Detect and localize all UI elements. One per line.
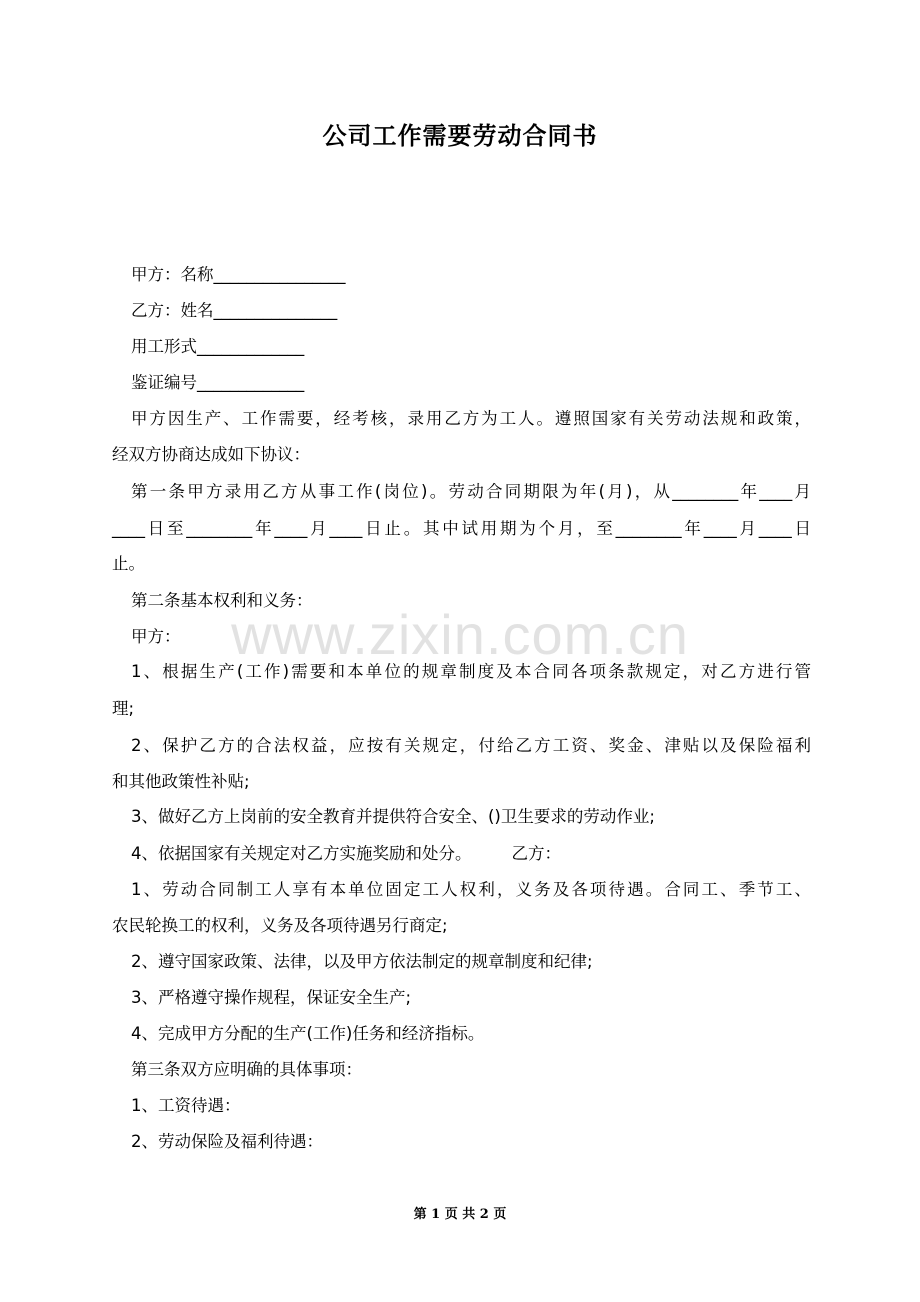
- party-a-item-4: 4、依据国家有关规定对乙方实施奖励和处分。: [131, 844, 472, 863]
- intro-line-1: 甲方因生产、工作需要，经考核，录用乙方为工人。遵照国家有关劳动法规和政策，: [131, 409, 811, 428]
- party-a-item-1-line-1: 1、根据生产(工作)需要和本单位的规章制度及本合同各项条款规定，对乙方进行管: [131, 662, 811, 681]
- page-title: 公司工作需要劳动合同书: [322, 122, 598, 150]
- article-3-item-2: 2、劳动保险及福利待遇：: [131, 1132, 323, 1151]
- certificate-no-line: 鉴证编号_____________: [131, 373, 305, 392]
- party-a-heading: 甲方：: [131, 627, 181, 646]
- employment-form-line: 用工形式_____________: [131, 337, 305, 356]
- party-b-heading: 乙方：: [511, 844, 561, 863]
- intro-line-2: 经双方协商达成如下协议：: [112, 445, 310, 464]
- party-b-item-4: 4、完成甲方分配的生产(工作)任务和经济指标。: [131, 1024, 485, 1043]
- party-b-line: 乙方：姓名_______________: [131, 301, 338, 320]
- party-a-item-3: 3、做好乙方上岗前的安全教育并提供符合安全、()卫生要求的劳动作业;: [131, 807, 655, 826]
- party-a-item-2-line-2: 和其他政策性补贴;: [112, 772, 250, 791]
- party-b-item-1-line-2: 农民轮换工的权利，义务及各项待遇另行商定;: [112, 916, 448, 935]
- article-1-line-1: 第一条甲方录用乙方从事工作(岗位)。劳动合同期限为年(月)，从________年____月: [131, 482, 811, 501]
- article-3-title: 第三条双方应明确的具体事项：: [131, 1060, 362, 1079]
- party-b-item-1-line-1: 1、劳动合同制工人享有本单位固定工人权利，义务及各项待遇。合同工、季节工、: [131, 880, 811, 899]
- party-b-item-3: 3、严格遵守操作规程，保证安全生产;: [131, 988, 412, 1007]
- party-a-line: 甲方：名称________________: [131, 265, 346, 284]
- party-b-item-2: 2、遵守国家政策、法律，以及甲方依法制定的规章制度和纪律;: [131, 952, 593, 971]
- article-1-line-2: ____日至________年____月____日止。其中试用期为个月，至________年____月____日: [112, 519, 811, 538]
- party-a-item-4-row: [131, 841, 561, 867]
- party-a-item-1-line-2: 理;: [112, 699, 135, 718]
- article-2-title: 第二条基本权利和义务：: [131, 591, 313, 610]
- page-number-footer: 第 1 页 共 2 页: [413, 1207, 507, 1222]
- party-a-item-2-line-1: 2、保护乙方的合法权益，应按有关规定，付给乙方工资、奖金、津贴以及保险福利: [131, 736, 811, 755]
- watermark: www.zixin.com.cn: [231, 603, 689, 666]
- article-3-item-1: 1、工资待遇：: [131, 1096, 241, 1115]
- article-1-line-3: 止。: [112, 554, 145, 573]
